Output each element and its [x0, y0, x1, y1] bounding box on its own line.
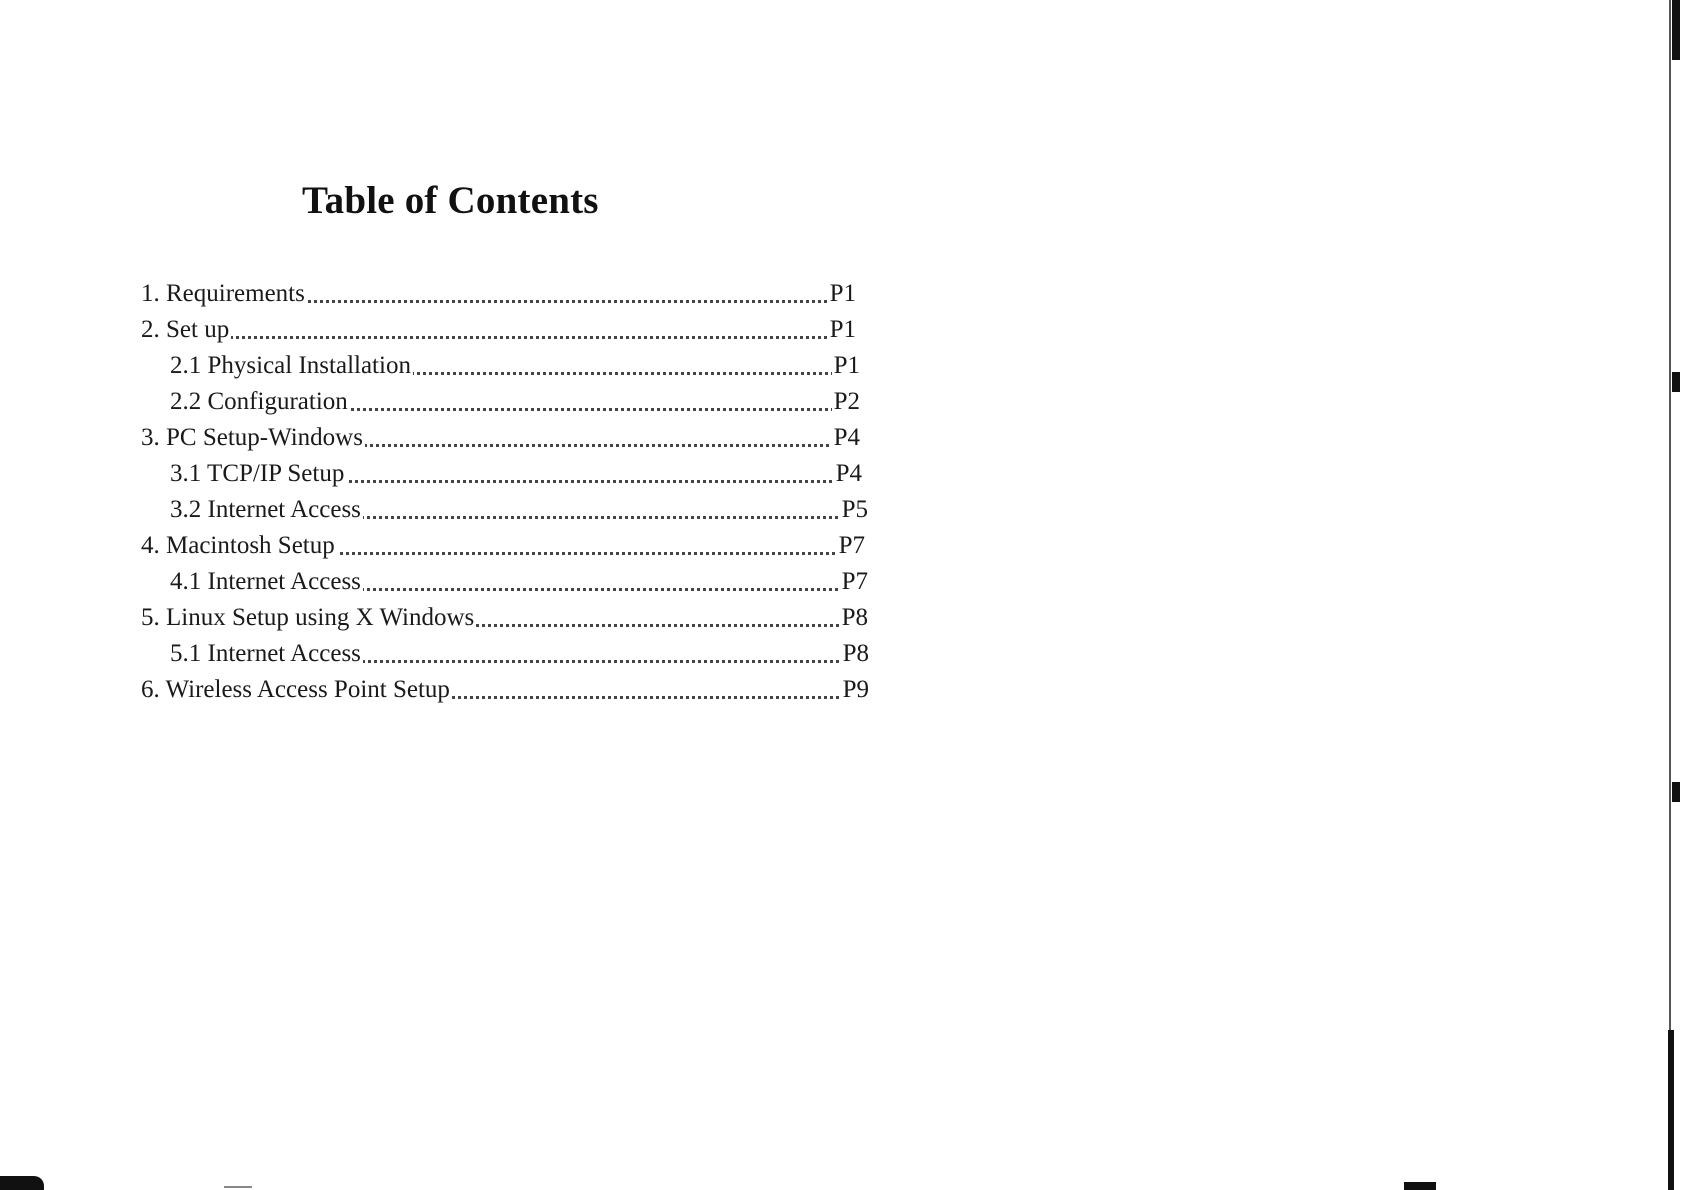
toc-entry[interactable]: [170, 636, 869, 672]
toc-entry-page: P7: [837, 528, 865, 564]
toc-entry-page: P8: [840, 600, 868, 636]
toc-entry[interactable]: [170, 456, 862, 492]
toc-entry-page: P1: [828, 312, 856, 348]
toc-entry-label: 3.1 TCP/IP Setup: [170, 456, 346, 492]
toc-entry[interactable]: [170, 564, 868, 600]
toc-entry-page: P1: [832, 348, 860, 384]
toc-entry-page: P2: [832, 384, 860, 420]
toc-entry-label: 1. Requirements: [141, 276, 307, 312]
toc-entry-label: 2.2 Configuration: [170, 384, 350, 420]
scan-edge-mark: [1668, 1030, 1674, 1190]
toc-entry-page: P8: [841, 636, 869, 672]
scan-edge-line: [224, 1186, 252, 1188]
toc-entry[interactable]: [170, 384, 860, 420]
toc-entry-label: 3. PC Setup-Windows: [141, 420, 365, 456]
toc-entry[interactable]: [141, 420, 860, 456]
toc-entry[interactable]: [141, 276, 856, 312]
toc-entry-page: P5: [840, 492, 868, 528]
scan-edge-mark: [1672, 782, 1680, 802]
toc-entry-label: 3.2 Internet Access: [170, 492, 363, 528]
toc-entry-label: 4. Macintosh Setup: [141, 528, 337, 564]
scan-edge-mark: [1672, 372, 1680, 392]
toc-entry[interactable]: [141, 672, 869, 708]
table-of-contents: [141, 276, 871, 708]
scan-edge-mark: [1672, 0, 1680, 60]
toc-entry-page: P9: [841, 672, 869, 708]
toc-entry-page: P7: [840, 564, 868, 600]
toc-entry-label: 5. Linux Setup using X Windows: [141, 600, 476, 636]
toc-entry-page: P1: [828, 276, 856, 312]
toc-entry[interactable]: [141, 528, 865, 564]
toc-entry[interactable]: [141, 312, 856, 348]
toc-entry-page: P4: [832, 420, 860, 456]
toc-entry-label: 2. Set up: [141, 312, 231, 348]
toc-entry-label: 6. Wireless Access Point Setup: [141, 672, 452, 708]
toc-entry-label: 2.1 Physical Installation: [170, 348, 413, 384]
toc-leader-dots: [141, 336, 856, 339]
page-title: Table of Contents: [302, 179, 599, 222]
toc-entry[interactable]: [141, 600, 868, 636]
scan-edge-mark: [1404, 1182, 1436, 1190]
toc-entry-label: 5.1 Internet Access: [170, 636, 363, 672]
toc-entry[interactable]: [170, 492, 868, 528]
toc-entry[interactable]: [170, 348, 860, 384]
scan-edge-mark: [0, 1176, 44, 1190]
toc-entry-page: P4: [834, 456, 862, 492]
scan-edge-line: [1669, 0, 1671, 1190]
toc-entry-label: 4.1 Internet Access: [170, 564, 363, 600]
